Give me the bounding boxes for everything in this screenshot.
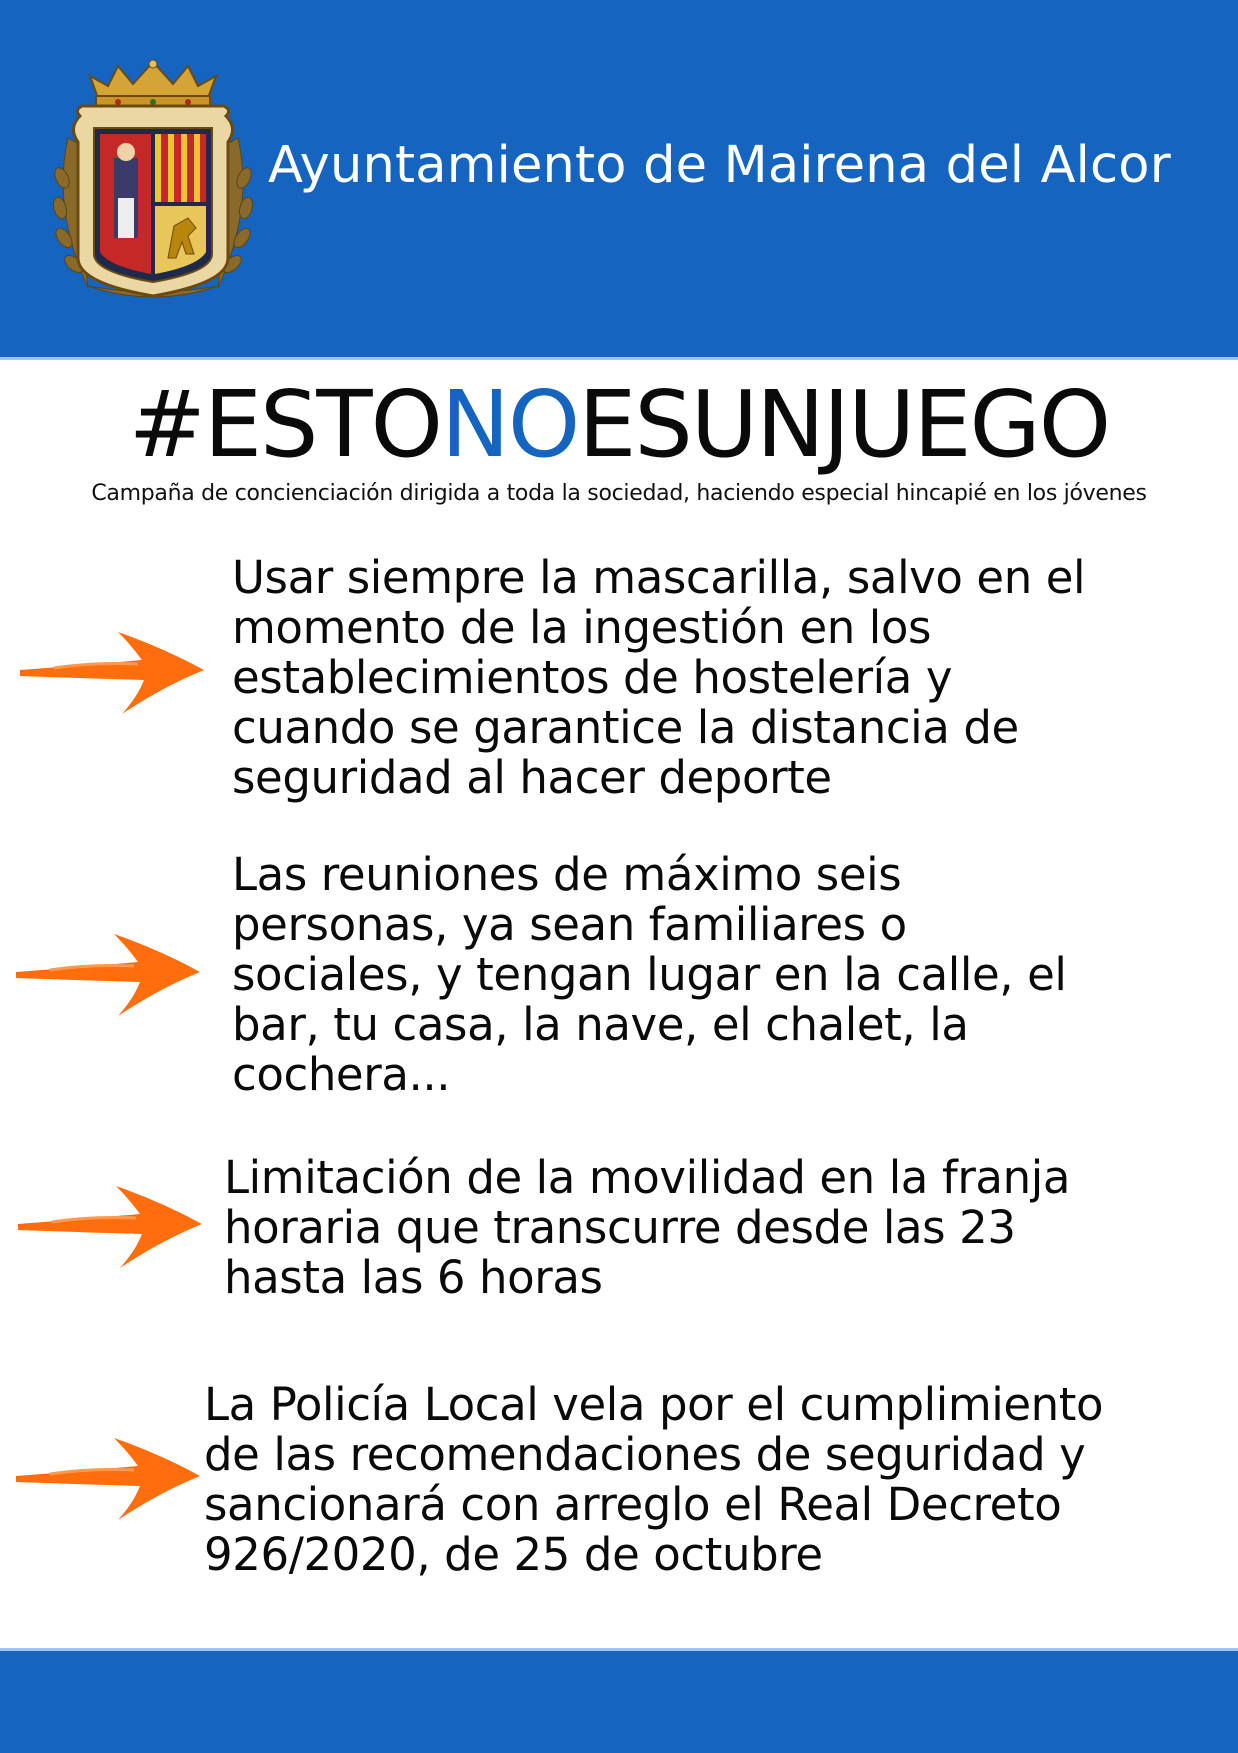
- item-line: Usar siempre la mascarilla, salvo en el: [232, 551, 1086, 604]
- item-line: bar, tu casa, la nave, el chalet, la: [232, 998, 969, 1051]
- item-line: de las recomendaciones de seguridad y: [204, 1428, 1086, 1481]
- item-line: momento de la ingestión en los: [232, 601, 932, 654]
- header-banner: [0, 0, 1238, 360]
- list-item: [204, 1380, 1234, 1580]
- campaign-hashtag: [0, 372, 1238, 478]
- arrow-right-icon: [10, 924, 200, 1024]
- item-line: sancionará con arreglo el Real Decreto: [204, 1478, 1062, 1531]
- item-line: cuando se garantice la distancia de: [232, 701, 1019, 754]
- arrow-right-icon: [10, 1428, 200, 1528]
- coat-of-arms-icon: [48, 58, 258, 308]
- item-line: Las reuniones de máximo seis: [232, 848, 902, 901]
- item-line: horaria que transcurre desde las 23: [224, 1201, 1016, 1254]
- arrow-right-icon: [12, 1176, 202, 1276]
- hashtag-prefix: #ESTO: [128, 371, 441, 478]
- item-line: cochera...: [232, 1048, 451, 1101]
- item-line: Limitación de la movilidad en la franja: [224, 1151, 1070, 1204]
- item-line: 926/2020, de 25 de octubre: [204, 1528, 823, 1581]
- footer-banner: [0, 1648, 1238, 1753]
- item-line: hasta las 6 horas: [224, 1251, 603, 1304]
- list-item: [224, 1153, 1234, 1303]
- item-line: La Policía Local vela por el cumplimiento: [204, 1378, 1104, 1431]
- item-line: establecimientos de hostelería y: [232, 651, 953, 704]
- item-line: seguridad al hacer deporte: [232, 751, 832, 804]
- item-line: sociales, y tengan lugar en la calle, el: [232, 948, 1067, 1001]
- list-item: [232, 850, 1232, 1100]
- hashtag-suffix: ESUNJUEGO: [578, 371, 1110, 478]
- campaign-subtitle: Campaña de concienciación dirigida a toda la sociedad, haciendo especial hincapié en los jóvenes: [91, 481, 1147, 506]
- arrow-right-icon: [14, 622, 204, 722]
- list-item: [232, 553, 1232, 803]
- item-line: personas, ya sean familiares o: [232, 898, 907, 951]
- hashtag-highlight: NO: [441, 371, 579, 478]
- organization-title: Ayuntamiento de Mairena del Alcor: [268, 136, 1171, 195]
